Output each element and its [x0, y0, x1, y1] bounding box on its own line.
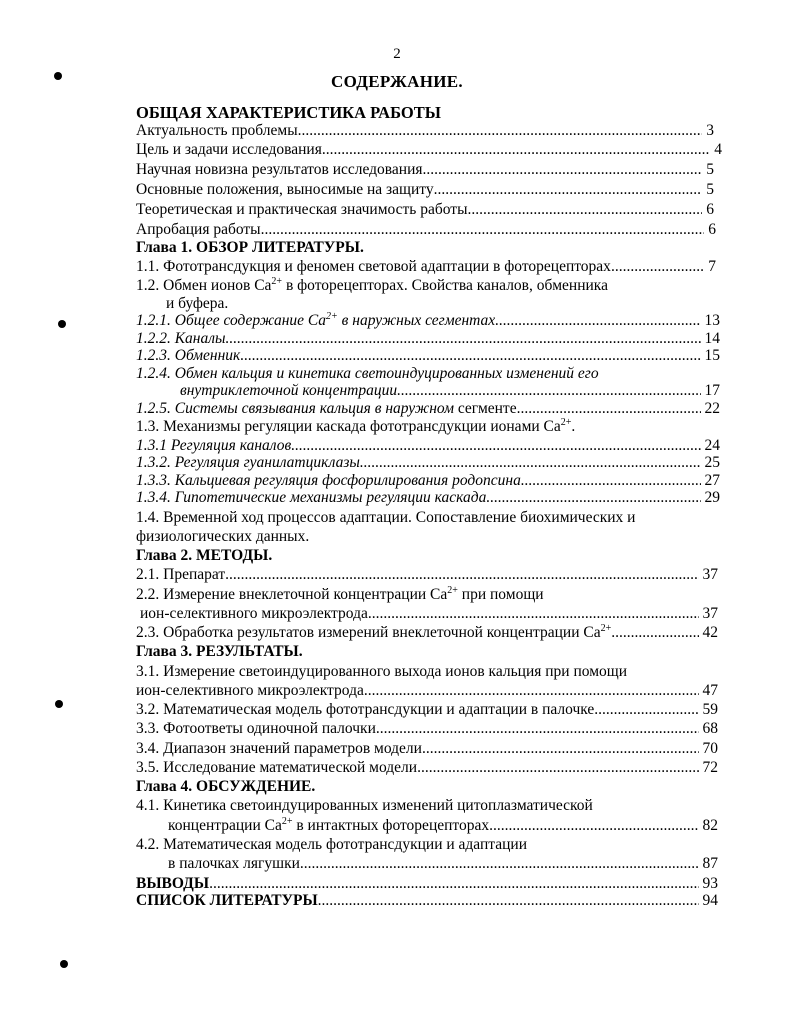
- toc-entry-continuation: физиологических данных.: [136, 527, 310, 545]
- chapter-heading-3: Глава 3. РЕЗУЛЬТАТЫ.: [136, 643, 303, 661]
- toc-entry[interactable]: 3.2. Математическая модель фототрансдукции и адаптации в палочке ..... 59: [136, 699, 718, 721]
- punch-hole-mark: [55, 700, 63, 708]
- toc-entry[interactable]: 1.2.3. Обменник ..... 15: [136, 345, 720, 367]
- toc-entry-references[interactable]: СПИСОК ЛИТЕРАТУРЫ ..... 94: [136, 890, 718, 912]
- chapter-heading-1: Глава 1. ОБЗОР ЛИТЕРАТУРЫ.: [136, 238, 364, 256]
- toc-entry-continuation[interactable]: внутриклеточной концентрации ..... 17: [180, 380, 720, 402]
- toc-entry[interactable]: Основные положения, выносимые на защиту ..... 5: [136, 179, 714, 201]
- page-title: СОДЕРЖАНИЕ.: [331, 72, 463, 91]
- toc-entry[interactable]: 2.3. Обработка результатов измерений внеклеточной концентрации $Ca^{2+}$ ..... 42: [136, 622, 718, 644]
- toc-entry[interactable]: 1.3.3. Кальциевая регуляция фосфорилирования родопсина ..... 27: [136, 470, 720, 492]
- toc-entry[interactable]: 4.1. Кинетика светоиндуцированных изменений цитоплазматической: [136, 797, 593, 815]
- toc-entry[interactable]: Теоретическая и практическая значимость работы ..... 6: [136, 199, 714, 221]
- toc-entry[interactable]: 4.2. Математическая модель фототрансдукции и адаптации: [136, 836, 527, 853]
- toc-entry[interactable]: 1.3.1 Регуляция каналов ..... 24: [136, 435, 720, 457]
- punch-hole-mark: [58, 320, 66, 328]
- chapter-heading-4: Глава 4. ОБСУЖДЕНИЕ.: [136, 778, 316, 796]
- toc-entry-continuation[interactable]: ион-селективного микроэлектрода ..... 37: [140, 603, 718, 625]
- toc-entry[interactable]: Научная новизна результатов исследования ..... 5: [136, 159, 714, 181]
- toc-entry[interactable]: 1.2. Обмен ионов $Ca^{2+}$ в фоторецепторах. Свойства каналов, обменника: [136, 276, 608, 295]
- toc-entry[interactable]: 1.2.2. Каналы ..... 14: [136, 328, 720, 350]
- section-heading-general: ОБЩАЯ ХАРАКТЕРИСТИКА РАБОТЫ: [136, 103, 441, 122]
- toc-entry[interactable]: 1.2.1. Общее содержание $Ca^{2+}$ в наружных сегментах ..... 13: [136, 310, 720, 332]
- toc-entry[interactable]: 1.3.4. Гипотетические механизмы регуляции каскада ..... 29: [136, 487, 720, 509]
- toc-entry-continuation[interactable]: концентрации $Ca^{2+}$ в интактных фоторецепторах ..... 82: [168, 815, 718, 837]
- toc-entry[interactable]: 2.1. Препарат ..... 37: [136, 564, 718, 586]
- toc-entry[interactable]: 1.2.4. Обмен кальция и кинетика светоиндуцированных изменений его: [136, 364, 599, 382]
- toc-entry-continuation: и буфера.: [166, 294, 229, 312]
- toc-entry-continuation[interactable]: ион-селективного микроэлектрода ..... 47: [136, 680, 718, 702]
- toc-entry[interactable]: Цель и задачи исследования ..... 4: [136, 139, 722, 161]
- toc-entry-continuation[interactable]: в палочках лягушки ..... 87: [168, 853, 718, 875]
- punch-hole-mark: [60, 960, 68, 968]
- toc-entry[interactable]: 1.1. Фототрансдукция и феномен световой адаптации в фоторецепторах ..... 7: [136, 256, 716, 278]
- chapter-heading-2: Глава 2. МЕТОДЫ.: [136, 547, 273, 564]
- toc-entry[interactable]: 1.3.2. Регуляция гуанилатциклазы ..... 25: [136, 452, 720, 474]
- page-number: 2: [393, 46, 401, 62]
- toc-entry[interactable]: 3.3. Фотоответы одиночной палочки ..... 68: [136, 718, 718, 740]
- toc-entry[interactable]: 1.3. Механизмы регуляции каскада фототрансдукции ионами $Ca^{2+}$.: [136, 417, 576, 436]
- toc-entry-conclusions[interactable]: ВЫВОДЫ ..... 93: [136, 873, 718, 895]
- toc-entry[interactable]: 3.1. Измерение светоиндуцированного выхода ионов кальция при помощи: [136, 662, 628, 680]
- toc-entry[interactable]: 2.2. Измерение внеклеточной концентрации $Ca^{2+}$ при помощи: [136, 584, 544, 603]
- toc-entry[interactable]: Апробация работы ..... 6: [136, 219, 716, 241]
- toc-entry[interactable]: 1.4. Временной ход процессов адаптации. Сопоставление биохимических и: [136, 508, 636, 526]
- toc-entry[interactable]: 3.5. Исследование математической модели ..... 72: [136, 757, 718, 779]
- toc-entry[interactable]: Актуальность проблемы ..... 3: [136, 120, 714, 142]
- toc-entry[interactable]: 3.4. Диапазон значений параметров модели ..... 70: [136, 738, 718, 760]
- toc-entry[interactable]: 1.2.5. Системы связывания кальция в наружном сегменте ..... 22: [136, 398, 720, 420]
